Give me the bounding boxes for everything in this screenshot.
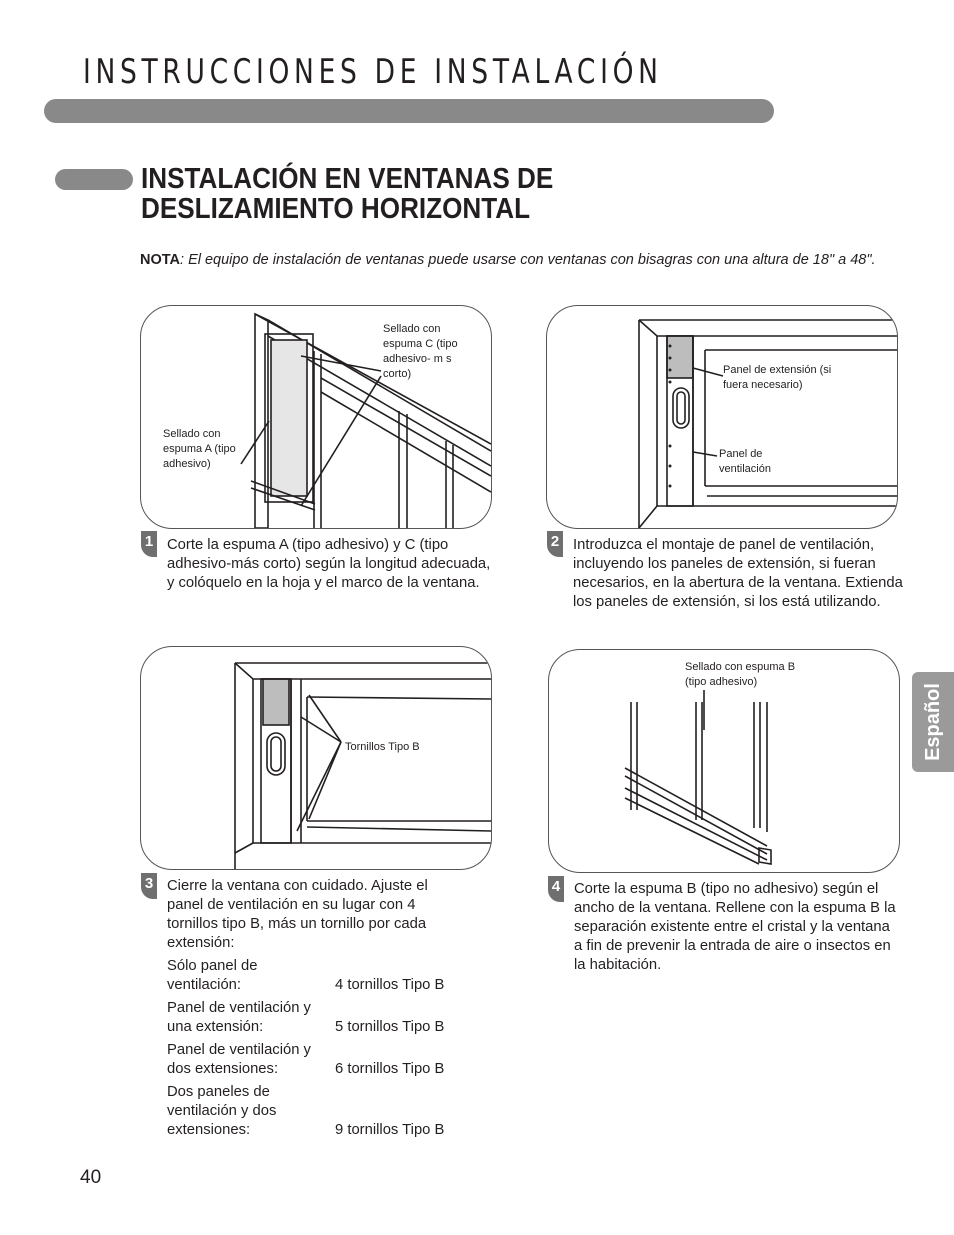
page-number: 40 <box>80 1167 102 1188</box>
table-config: Panel de ventilación y una extensión: <box>167 1000 311 1035</box>
table-row <box>167 999 487 1037</box>
section-title <box>141 164 553 224</box>
language-tab-label: Español <box>922 683 944 761</box>
section-title-line1: INSTALACIÓN EN VENTANAS DE <box>141 163 554 195</box>
step-1-text: Corte la espuma A (tipo adhesivo) y C (tipo adhesivo-más corto) según la longitud adecuada, y colóquelo en la hoja y el marco de la ventana. <box>167 537 491 591</box>
step-1-number: 1 <box>141 531 157 557</box>
step-3-illustration <box>140 646 492 870</box>
table-screws: 4 tornillos Tipo B <box>335 977 445 993</box>
label-foam-c: Sellado con espuma C (tipo adhesivo- m s corto) <box>383 323 458 380</box>
step-1-illustration <box>140 305 492 529</box>
table-screws: 9 tornillos Tipo B <box>335 1122 445 1138</box>
section-title-line2: DESLIZAMIENTO HORIZONTAL <box>141 193 531 225</box>
note-text: : El equipo de instalación de ventanas puede usarse con ventanas con bisagras con una altura de 18" a 48". <box>180 252 876 268</box>
table-row <box>167 957 487 995</box>
table-config: Dos paneles de ventilación y dos extensiones: <box>167 1084 277 1138</box>
label-foam-a: Sellado con espuma A (tipo adhesivo) <box>163 428 236 470</box>
label-vent-panel: Panel de ventilación <box>719 448 771 475</box>
screws-table <box>167 957 487 1144</box>
label-foam-b: Sellado con espuma B (tipo adhesivo) <box>685 661 796 688</box>
table-screws: 6 tornillos Tipo B <box>335 1061 445 1077</box>
table-config: Sólo panel de ventilación: <box>167 958 258 993</box>
step-2-illustration <box>546 305 898 529</box>
step-2-text: Introduzca el montaje de panel de ventilación, incluyendo los paneles de extensión, si fueran necesarios, en la abertura de la ventana. Extienda los paneles de extensión, si los está utilizando. <box>573 537 903 610</box>
table-config: Panel de ventilación y dos extensiones: <box>167 1042 311 1077</box>
step-2-number: 2 <box>547 531 563 557</box>
vent-panel-drawing <box>547 306 897 528</box>
step-4-illustration <box>548 649 900 873</box>
table-row <box>167 1083 487 1140</box>
note <box>140 251 900 270</box>
step-3-text: Cierre la ventana con cuidado. Ajuste el panel de ventilación en su lugar con 4 tornillos tipo B, más un tornillo por cada extensión: <box>167 878 428 951</box>
header-bar <box>44 99 774 123</box>
step-4-text: Corte la espuma B (tipo no adhesivo) según el ancho de la ventana. Rellene con la espuma B la separación existente entre el cristal y la ventana a fin de prevenir la entrada de aire o insectos en la habitación. <box>574 881 896 973</box>
label-extension-panel: Panel de extensión (si fuera necesario) <box>723 364 832 391</box>
note-label: NOTA <box>140 252 181 268</box>
table-row <box>167 1041 487 1079</box>
step-4-number: 4 <box>548 876 564 902</box>
page-header-title: INSTRUCCIONES DE INSTALACIÓN <box>83 52 663 92</box>
section-marker <box>55 169 133 190</box>
table-screws: 5 tornillos Tipo B <box>335 1019 445 1035</box>
step-3-number: 3 <box>141 873 157 899</box>
label-screws-b: Tornillos Tipo B <box>345 741 420 753</box>
language-tab <box>912 672 954 772</box>
screw-installation-drawing <box>141 647 491 869</box>
